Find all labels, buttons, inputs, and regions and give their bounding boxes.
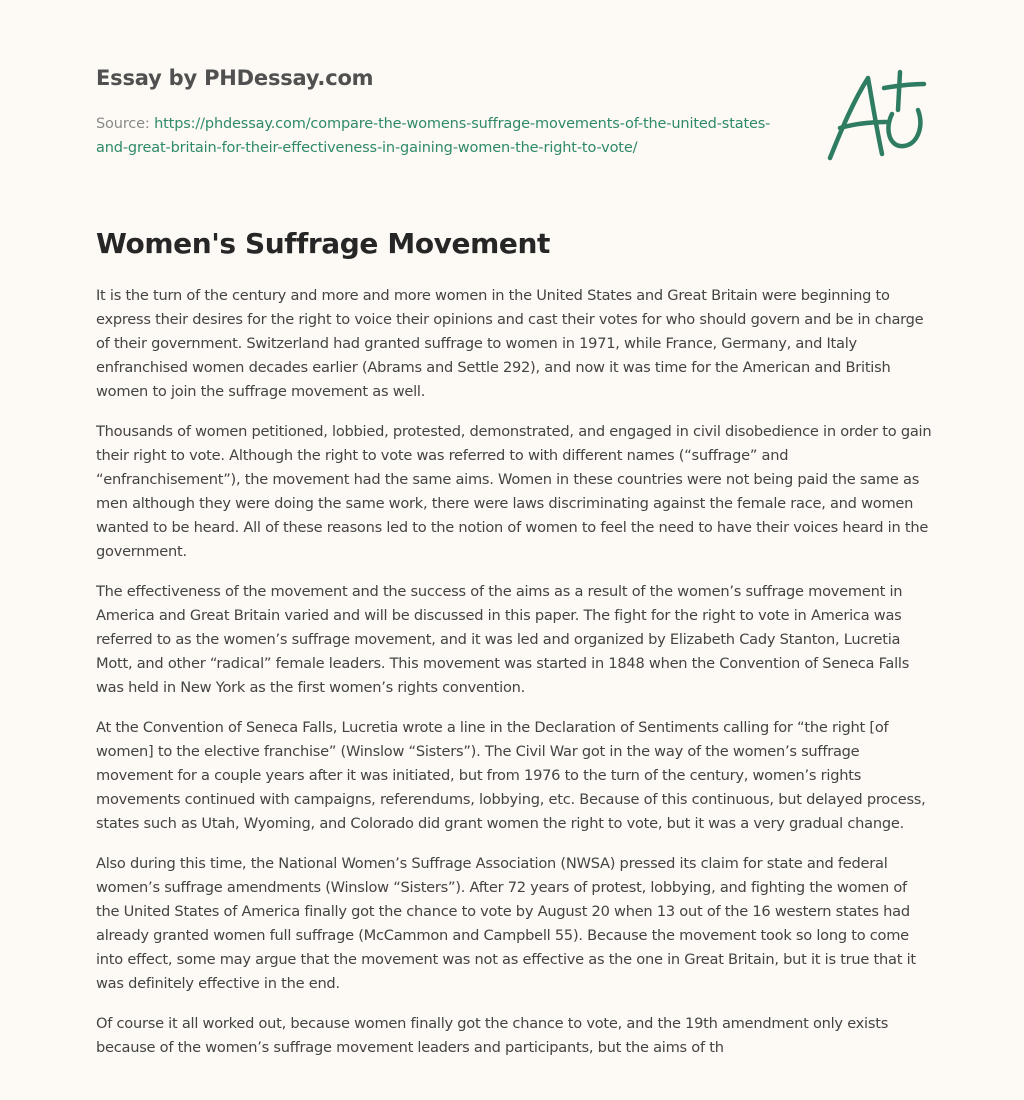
essay-paragraph: The effectiveness of the movement and the success of the aims as a result of the women’s suffrage movement in America and Great Britain varied and will be discussed in this paper. The fight for the right to vote in America was referred to as the women’s suffrage movement, and it was led and organized by Elizabeth Cady Stanton, Lucretia Mott, and other “radical” female leaders. This movement was started in 1848 when the Convention of Seneca Falls was held in New York as the first women’s rights convention. [96, 583, 910, 696]
essay-title: Women's Suffrage Movement [96, 227, 550, 260]
essay-paragraph: Thousands of women petitioned, lobbied, protested, demonstrated, and engaged in civil disobedience in order to gain their right to vote. Although the right to vote was referred to with different names (“suffrage” and “enfranchisement”), the movement had the same aims. Women in these countries were not being paid the same as men although they were doing the same work, there were laws discriminating against the female race, and women wanted to be heard. All of these reasons led to the notion of women to feel the need to have their voices heard in the government. [96, 423, 932, 560]
source-label: Source: [96, 116, 155, 132]
essay-paragraph: It is the turn of the century and more and more women in the United States and Great Britain were beginning to express their desires for the right to voice their opinions and cast their votes for who should govern and be in charge of their government. Switzerland had granted suffrage to women in 1971, while France, Germany, and Italy enfranchised women decades earlier (Abrams and Settle 292), and now it was time for the American and British women to join the suffrage movement as well. [96, 287, 924, 400]
source-link[interactable]: https://phdessay.com/compare-the-womens-suffrage-movements-of-the-united-states-and-great-britain-for-their-effectiveness-in-gaining-women-the-right-to-vote/ [96, 116, 771, 156]
essay-body [96, 284, 932, 1076]
page-header [96, 64, 776, 160]
source-line [96, 112, 776, 160]
essay-paragraph: At the Convention of Seneca Falls, Lucretia wrote a line in the Declaration of Sentiments calling for “the right [of women] to the elective franchise” (Winslow “Sisters”). The Civil War got in the way of the women’s suffrage movement for a couple years after it was initiated, but from 1976 to the turn of the century, women’s rights movements continued with campaigns, referendums, lobbying, etc. Because of this continuous, but delayed process, states such as Utah, Wyoming, and Colorado did grant women the right to vote, but it was a very gradual change. [96, 719, 926, 832]
essay-paragraph: Of course it all worked out, because women finally got the chance to vote, and the 19th amendment only exists because of the women’s suffrage movement leaders and participants, but the aims of th [96, 1015, 889, 1056]
a-plus-grade-icon [820, 64, 930, 168]
essay-paragraph: Also during this time, the National Women’s Suffrage Association (NWSA) pressed its claim for state and federal women’s suffrage amendments (Winslow “Sisters”). After 72 years of protest, lobbying, and fighting the women of the United States of America finally got the chance to vote by August 20 when 13 out of the 16 western states had already granted women full suffrage (McCammon and Campbell 55). Because the movement took so long to come into effect, some may argue that the movement was not as effective as the one in Great Britain, but it is true that it was definitely effective in the end. [96, 855, 916, 992]
brand-title: Essay by PHDessay.com [96, 66, 374, 90]
